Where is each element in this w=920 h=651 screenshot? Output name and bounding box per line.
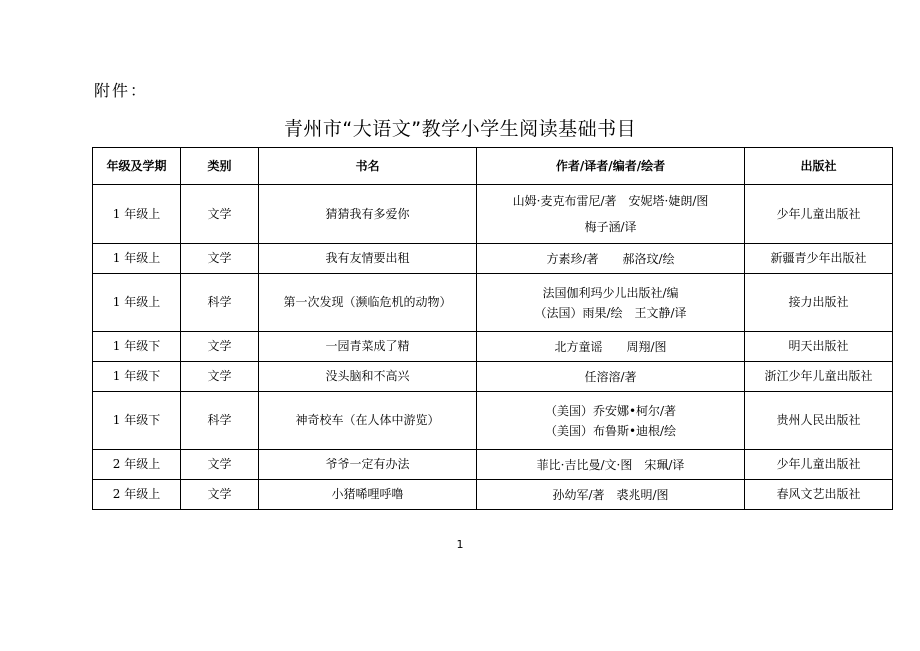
cell-title: 猜猜我有多爱你 [259,185,477,244]
cell-publisher: 少年儿童出版社 [745,450,893,480]
author-line: 梅子涵/译 [584,220,637,234]
cell-author [477,185,745,244]
header-grade: 年级及学期 [93,148,181,185]
cell-title: 没头脑和不高兴 [259,362,477,392]
cell-type: 文学 [181,332,259,362]
cell-author [477,450,745,480]
cell-publisher: 接力出版社 [745,274,893,332]
table-row [93,244,893,274]
author-line: （法国）雨果/绘 王文静/译 [534,305,687,320]
cell-author [477,244,745,274]
reading-list-table [92,147,893,510]
table-row [93,332,893,362]
author-line: 山姆·麦克布雷尼/著 安妮塔·婕朗/图 [512,194,709,208]
cell-type: 文学 [181,480,259,510]
cell-grade: 1 年级下 [93,392,181,450]
cell-type: 科学 [181,392,259,450]
cell-title: 我有友情要出租 [259,244,477,274]
cell-title: 爷爷一定有办法 [259,450,477,480]
cell-author [477,362,745,392]
table-row [93,392,893,450]
header-publisher: 出版社 [745,148,893,185]
cell-grade: 1 年级下 [93,362,181,392]
cell-type: 文学 [181,362,259,392]
cell-grade: 1 年级上 [93,274,181,332]
cell-author [477,392,745,450]
table-row [93,480,893,510]
cell-grade: 1 年级下 [93,332,181,362]
cell-author [477,274,745,332]
cell-publisher: 春风文艺出版社 [745,480,893,510]
document-title: 青州市“大语文”教学小学生阅读基础书目 [283,118,637,140]
cell-grade: 1 年级上 [93,185,181,244]
cell-type: 文学 [181,450,259,480]
author-line: 孙幼军/著 裘兆明/图 [552,487,669,502]
author-line: （美国）布鲁斯•迪根/绘 [544,423,677,438]
table-row [93,362,893,392]
attachment-label: 附件： [94,81,149,100]
cell-grade: 1 年级上 [93,244,181,274]
cell-type: 文学 [181,244,259,274]
cell-publisher: 新疆青少年出版社 [745,244,893,274]
cell-grade: 2 年级上 [93,480,181,510]
author-line: 菲比·吉比曼/文·图 宋珮/译 [536,457,685,472]
cell-title: 第一次发现（濒临危机的动物） [259,274,477,332]
author-line: 方素珍/著 郝洛玟/绘 [546,251,675,266]
header-row [93,148,893,185]
author-line: 北方童谣 周翔/图 [554,339,667,354]
table-row [93,185,893,244]
header-title: 书名 [259,148,477,185]
cell-publisher: 浙江少年儿童出版社 [745,362,893,392]
author-line: 任溶溶/著 [584,369,637,384]
cell-type: 科学 [181,274,259,332]
author-line: （美国）乔安娜•柯尔/著 [544,403,677,418]
cell-title: 一园青菜成了精 [259,332,477,362]
table-row [93,274,893,332]
author-line: 法国伽利玛少儿出版社/编 [542,285,679,300]
page-number: 1 [456,538,464,551]
cell-publisher: 贵州人民出版社 [745,392,893,450]
cell-publisher: 明天出版社 [745,332,893,362]
cell-type: 文学 [181,185,259,244]
cell-title: 小猪唏哩呼噜 [259,480,477,510]
cell-author [477,480,745,510]
cell-grade: 2 年级上 [93,450,181,480]
header-type: 类别 [181,148,259,185]
cell-title: 神奇校车（在人体中游览） [259,392,477,450]
cell-publisher: 少年儿童出版社 [745,185,893,244]
table-row [93,450,893,480]
cell-author [477,332,745,362]
header-author: 作者/译者/编者/绘者 [477,148,745,185]
